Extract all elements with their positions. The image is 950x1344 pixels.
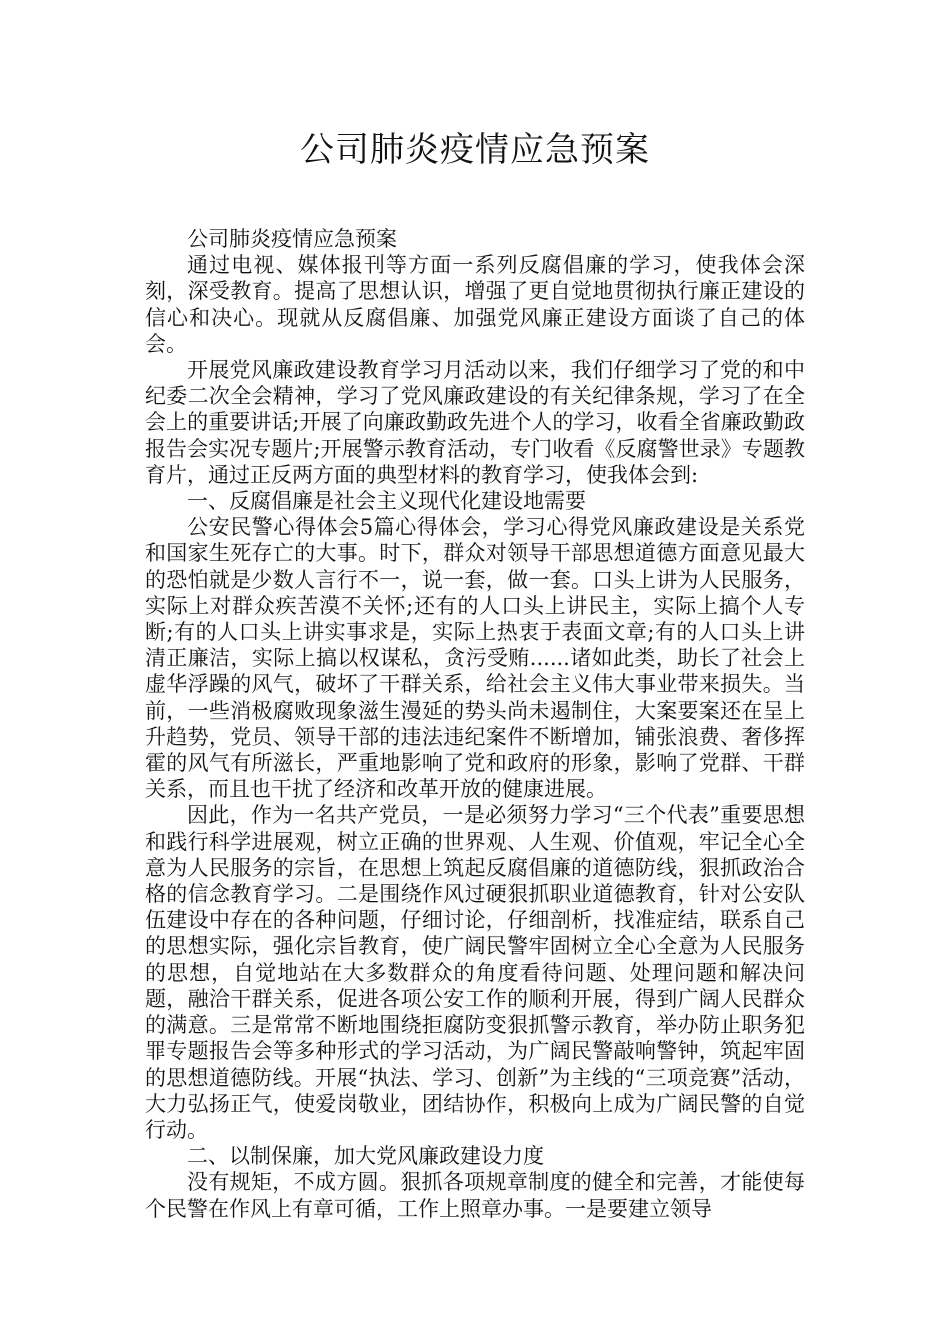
paragraph: 因此，作为一名共产党员，一是必须努力学习“三个代表”重要思想和践行科学进展观，树立正确的世界观、人生观、价值观，牢记全心全意为人民服务的宗旨，在思想上筑起反腐倡廉的道德防线，狠抓政治合格的信念教育学习。二是围绕作风过硬狠抓职业道德教育，针对公安队伍建设中存在的各种问题，仔细讨论，仔细剖析，找准症结，联系自己的思想实际，强化宗旨教育，使广阔民警牢固树立全心全意为人民服务的思想，自觉地站在大多数群众的角度看待问题、处理问题和解决问题，融洽干群关系，促进各项公安工作的顺利开展，得到广阔人民群众的满意。三是常常不断地围绕拒腐防变狠抓警示教育，举办防止职务犯罪专题报告会等多种形式的学习活动，为广阔民警敲响警钟，筑起牢固的思想道德防线。开展“执法、学习、创新”为主线的“三项竞赛”活动，大力弘扬正气，使爱岗敬业，团结协作，积极向上成为广阔民警的自觉行动。 [145,803,805,1142]
document-body [145,226,805,1222]
paragraph-heading: 公司肺炎疫情应急预案 [187,227,397,251]
paragraph: 没有规矩，不成方圆。狠抓各项规章制度的健全和完善，才能使每个民警在作风上有章可循，工作上照章办事。一是要建立领导 [145,1170,805,1221]
paragraph: 公安民警心得体会5篇心得体会，学习心得党风廉政建设是关系党和国家生死存亡的大事。时下，群众对领导干部思想道德方面意见最大的恐怕就是少数人言行不一，说一套，做一套。口头上讲为人民服务，实际上对群众疾苦漠不关怀;还有的人口头上讲民主，实际上搞个人专断;有的人口头上讲实事求是，实际上热衷于表面文章;有的人口头上讲清正廉洁，实际上搞以权谋私，贪污受贿......诸如此类，助长了社会上虚华浮躁的风气，破坏了干群关系，给社会主义伟大事业带来损失。当前，一些消极腐败现象滋生漫延的势头尚未遏制住，大案要案还在呈上升趋势，党员、领导干部的违法违纪案件不断增加，铺张浪费、奢侈挥霍的风气有所滋长，严重地影响了党和政府的形象，影响了党群、干群关系，而且也干扰了经济和改革开放的健康进展。 [145,515,805,802]
section-heading: 一、反腐倡廉是社会主义现代化建设地需要 [187,489,586,514]
document-title: 公司肺炎疫情应急预案 [300,130,650,170]
paragraph: 通过电视、媒体报刊等方面一系列反腐倡廉的学习，使我体会深刻，深受教育。提高了思想认识，增强了更自觉地贯彻执行廉正建设的信心和决心。现就从反腐倡廉、加强党风廉正建设方面谈了自己的体会。 [145,253,805,356]
section-heading: 二、以制保廉，加大党风廉政建设力度 [187,1144,544,1169]
paragraph: 开展党风廉政建设教育学习月活动以来，我们仔细学习了党的和中纪委二次全会精神，学习了党风廉政建设的有关纪律条规，学习了在全会上的重要讲话;开展了向廉政勤政先进个人的学习，收看全省廉政勤政报告会实况专题片;开展警示教育活动，专门收看《反腐警世录》专题教育片，通过正反两方面的典型材料的教育学习，使我体会到: [145,358,805,487]
